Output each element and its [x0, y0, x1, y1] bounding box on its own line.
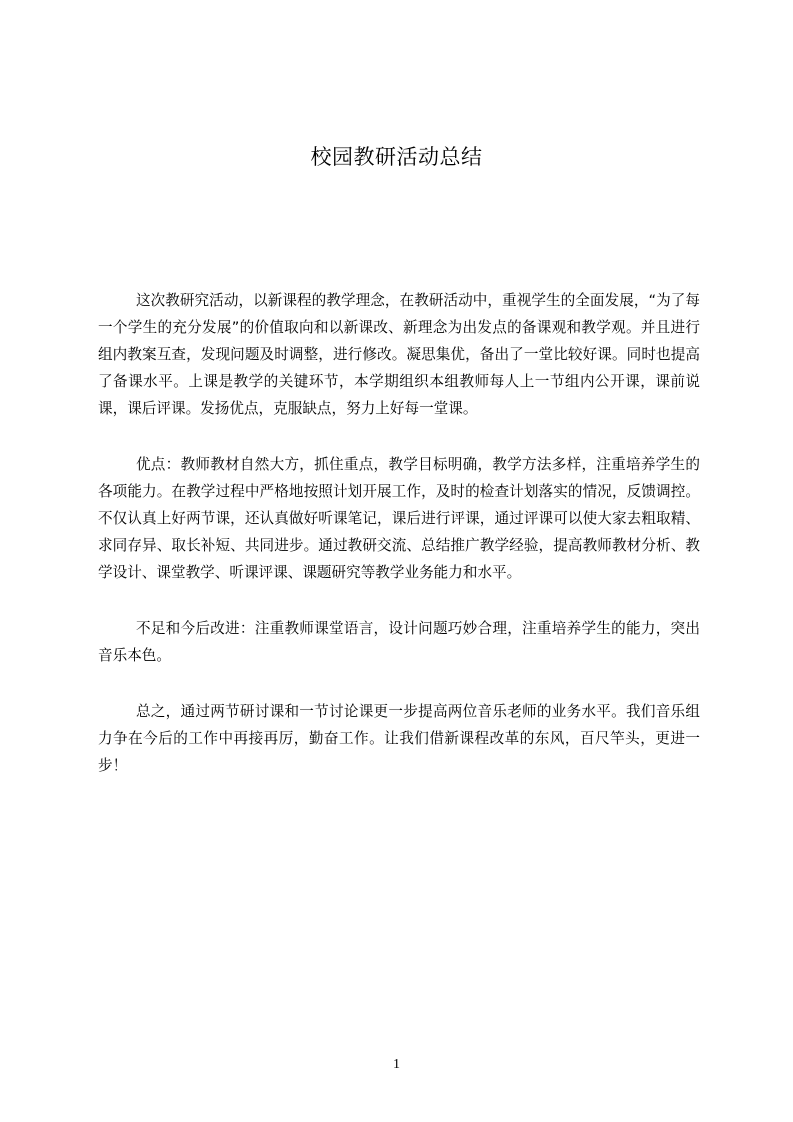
- paragraph-conclusion: 总之，通过两节研讨课和一节讨论课更一步提高两位音乐老师的业务水平。我们音乐组力争在今后的工作中再接再厉，勤奋工作。让我们借新课程改革的东风，百尺竿头，更进一步！: [98, 703, 700, 774]
- paragraph-strengths: 优点：教师教材自然大方，抓住重点，教学目标明确，教学方法多样，注重培养学生的各项能力。在教学过程中严格地按照计划开展工作，及时的检查计划落实的情况，反馈调控。不仅认真上好两节课，还认真做好听课笔记，课后进行评课，通过评课可以使大家去粗取精、求同存异、取长补短、共同进步。通过教研交流、总结推广教学经验，提高教师教材分析、教学设计、课堂教学、听课评课、课题研究等教学业务能力和水平。: [98, 456, 700, 581]
- page-number: 1: [393, 1057, 400, 1072]
- paragraph-improvements: 不足和今后改进：注重教师课堂语言，设计问题巧妙合理，注重培养学生的能力，突出音乐本色。: [98, 620, 700, 664]
- paragraph-activity-overview: 这次教研究活动，以新课程的教学理念，在教研活动中，重视学生的全面发展，“为了每一个学生的充分发展”的价值取向和以新课改、新理念为出发点的备课观和教学观。并且进行组内教案互查，发现问题及时调整，进行修改。凝思集优，备出了一堂比较好课。同时也提高了备课水平。上课是教学的关键环节，本学期组织本组教师每人上一节组内公开课，课前说课，课后评课。发扬优点，克服缺点，努力上好每一堂课。: [98, 292, 700, 417]
- document-body: [98, 287, 700, 808]
- document-title: 校园教研活动总结: [310, 145, 483, 169]
